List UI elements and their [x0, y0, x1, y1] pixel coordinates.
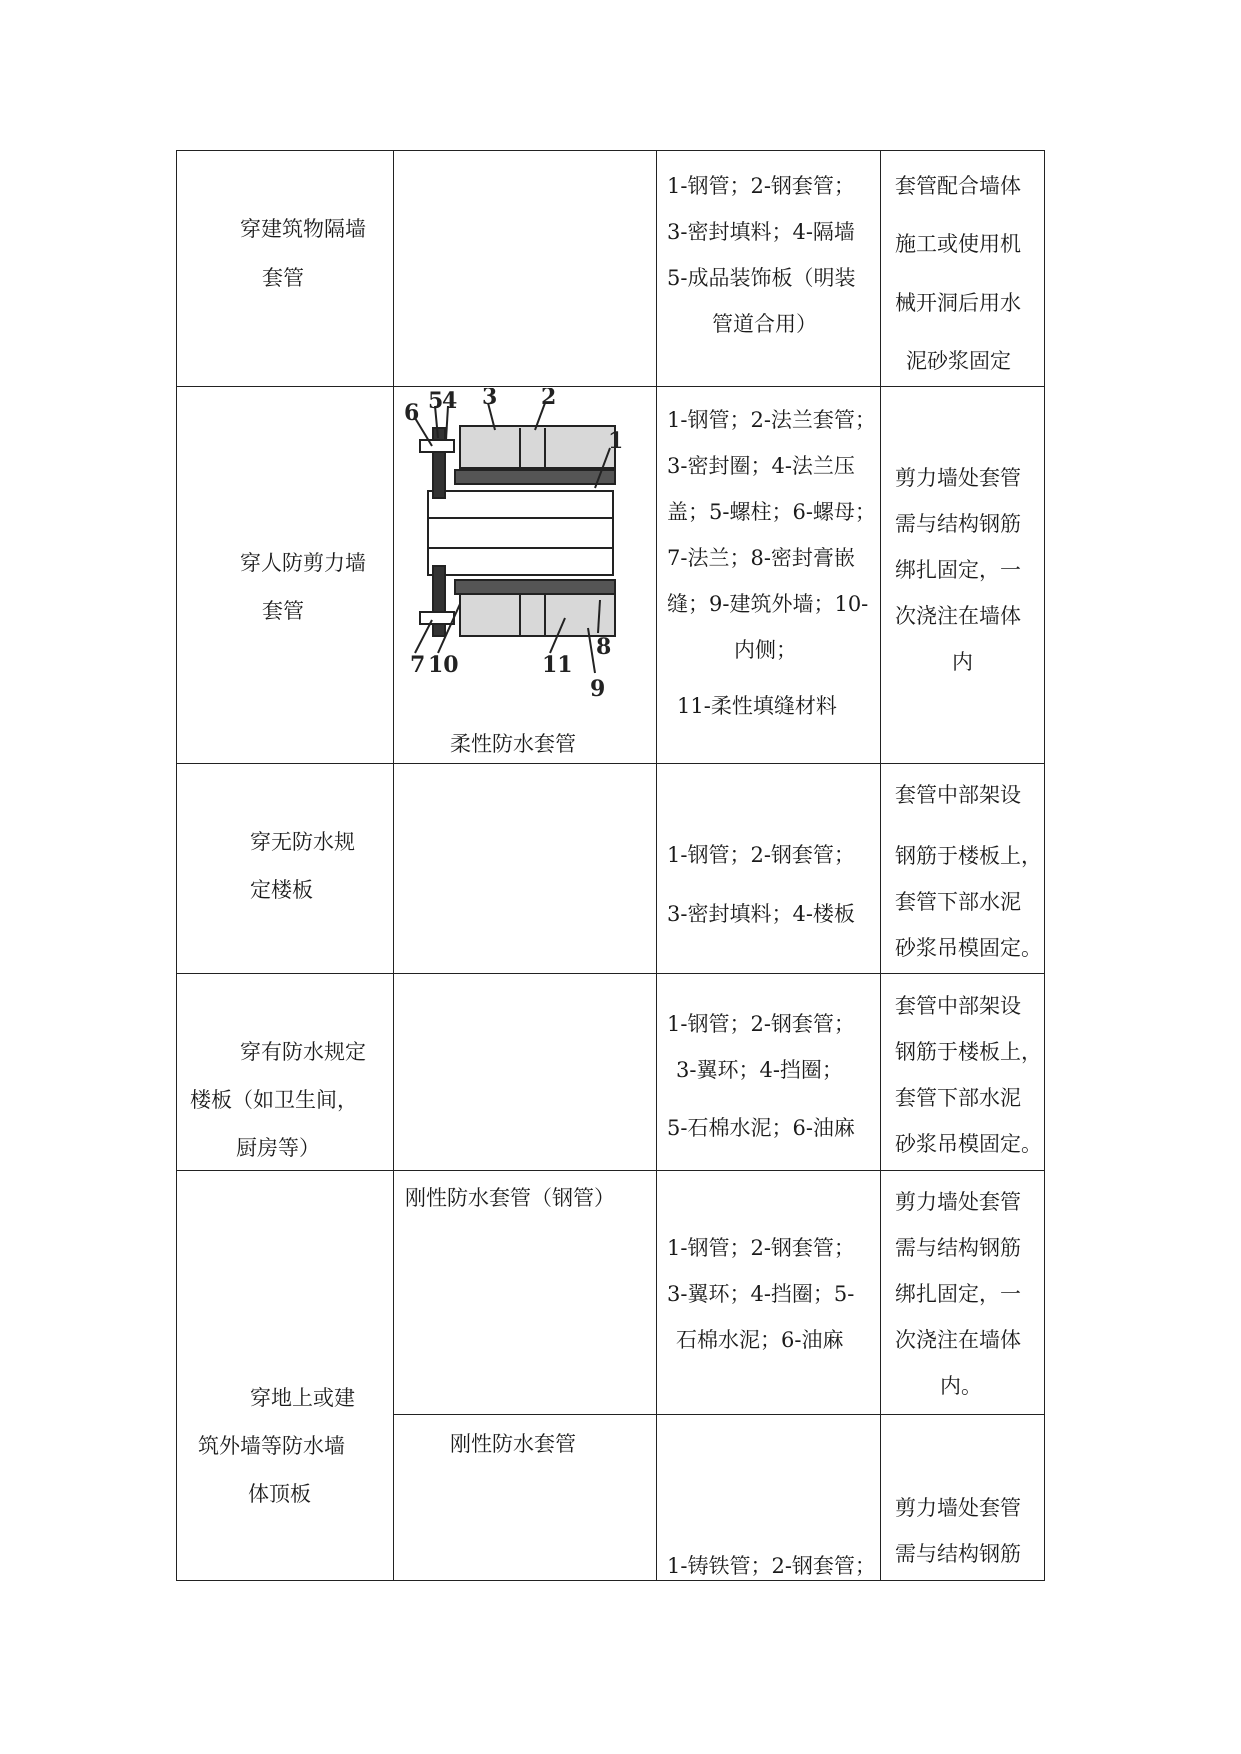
table-border-top — [176, 150, 1044, 151]
row3-legend-line1: 1-钢管；2-钢套管； — [667, 843, 855, 867]
row5a-caption: 刚性防水套管（钢管） — [405, 1186, 615, 1210]
diagram-label-2: 2 — [541, 388, 557, 410]
row2-note-line4: 次浇注在墙体 — [895, 604, 1021, 628]
row1-note-line4: 泥砂浆固定 — [906, 349, 1011, 373]
row2-legend-line2: 3-密封圈；4-法兰压 — [667, 454, 855, 478]
row2-note-line5: 内 — [952, 650, 973, 674]
row1-location-line1: 穿建筑物隔墙 — [240, 217, 366, 241]
row5-location-line2: 筑外墙等防水墙 — [198, 1434, 345, 1458]
row-divider-3 — [176, 973, 1044, 974]
row4-note-line2: 钢筋于楼板上， — [895, 1040, 1042, 1064]
row-divider-2 — [176, 763, 1044, 764]
row5b-caption: 刚性防水套管 — [450, 1432, 576, 1456]
flange-sleeve-top — [455, 470, 615, 484]
row5-location-line3: 体顶板 — [248, 1482, 311, 1506]
table-border-right — [1044, 150, 1045, 1581]
row-divider-4 — [176, 1170, 1044, 1171]
row5a-legend-line2: 3-翼环；4-挡圈；5- — [667, 1282, 855, 1306]
row4-note-line3: 套管下部水泥 — [895, 1086, 1021, 1110]
row2-illustration-caption: 柔性防水套管 — [450, 732, 576, 756]
bolt-top — [420, 440, 454, 452]
row2-location-line2: 套管 — [262, 599, 304, 623]
row3-note-line3: 套管下部水泥 — [895, 890, 1021, 914]
subrow-divider — [393, 1414, 1044, 1415]
row5-location-line1: 穿地上或建 — [250, 1386, 355, 1410]
row5a-note-line2: 需与结构钢筋 — [895, 1236, 1021, 1260]
steel-pipe — [428, 491, 613, 575]
row5a-legend-line1: 1-钢管；2-钢套管； — [667, 1236, 855, 1260]
row3-note-line2: 钢筋于楼板上， — [895, 844, 1042, 868]
wall-section-bottom — [460, 594, 615, 636]
table-border-left — [176, 150, 177, 1581]
row3-note-line4: 砂浆吊模固定。 — [895, 936, 1042, 960]
row2-note-line2: 需与结构钢筋 — [895, 512, 1021, 536]
flange-sleeve-bottom — [455, 580, 615, 594]
row4-location-line1: 穿有防水规定 — [240, 1040, 366, 1064]
row-divider-1 — [176, 386, 1044, 387]
row1-note-line2: 施工或使用机 — [895, 232, 1021, 256]
diagram-label-3: 3 — [482, 388, 498, 410]
row2-legend-line6: 内侧； — [734, 638, 797, 662]
row2-legend-line4: 7-法兰；8-密封膏嵌 — [667, 546, 855, 570]
row2-location-line1: 穿人防剪力墙 — [240, 551, 366, 575]
table-col-divider-3 — [880, 150, 881, 1581]
row2-legend-line1: 1-钢管；2-法兰套管； — [667, 408, 876, 432]
diagram-label-9: 9 — [590, 676, 606, 702]
bolt-bottom — [420, 612, 454, 624]
row2-note-line1: 剪力墙处套管 — [895, 466, 1021, 490]
row1-legend-line3: 5-成品装饰板（明装 — [667, 266, 856, 290]
row1-legend-line2: 3-密封填料；4-隔墙 — [667, 220, 855, 244]
row4-legend-line1: 1-钢管；2-钢套管； — [667, 1012, 855, 1036]
flange-top — [433, 428, 445, 498]
flange-bottom — [433, 566, 445, 636]
row3-location-line1: 穿无防水规 — [250, 830, 355, 854]
row5a-note-line3: 绑扎固定，一 — [895, 1282, 1021, 1306]
row2-note-line3: 绑扎固定，一 — [895, 558, 1021, 582]
table-col-divider-2 — [656, 150, 657, 1581]
row4-legend-line3: 5-石棉水泥；6-油麻 — [667, 1116, 855, 1140]
wall-section-top — [460, 426, 615, 468]
row3-note-line1: 套管中部架设 — [895, 783, 1021, 807]
diagram-label-1: 1 — [608, 428, 624, 454]
row2-legend-line5: 缝；9-建筑外墙；10- — [667, 592, 869, 616]
row2-legend-line7: 11-柔性填缝材料 — [677, 694, 837, 718]
row1-legend-line4: 管道合用） — [712, 312, 817, 336]
row5a-note-line4: 次浇注在墙体 — [895, 1328, 1021, 1352]
row4-legend-line2: 3-翼环；4-挡圈； — [676, 1058, 843, 1082]
diagram-label-5: 5 — [428, 388, 444, 414]
row4-note-line1: 套管中部架设 — [895, 994, 1021, 1018]
diagram-label-6: 6 — [404, 400, 420, 426]
row5a-legend-line3: 石棉水泥；6-油麻 — [676, 1328, 844, 1352]
diagram-label-8: 8 — [596, 634, 612, 660]
row1-note-line1: 套管配合墙体 — [895, 174, 1021, 198]
row1-legend-line1: 1-钢管；2-钢套管； — [667, 174, 855, 198]
row1-location-line2: 套管 — [262, 266, 304, 290]
row5b-note-line2: 需与结构钢筋 — [895, 1542, 1021, 1566]
row3-location-line2: 定楼板 — [250, 878, 313, 902]
row5a-note-line5: 内。 — [940, 1374, 982, 1398]
row4-location-line2: 楼板（如卫生间， — [190, 1088, 358, 1112]
row1-note-line3: 械开洞后用水 — [895, 291, 1021, 315]
diagram-label-10: 10 — [428, 652, 459, 678]
diagram-label-11: 11 — [542, 652, 573, 678]
flexible-waterproof-sleeve-diagram — [400, 388, 640, 708]
row4-location-line3: 厨房等） — [236, 1136, 320, 1160]
row3-legend-line2: 3-密封填料；4-楼板 — [667, 902, 855, 926]
table-border-bottom — [176, 1580, 1044, 1581]
table-col-divider-1 — [393, 150, 394, 1581]
diagram-label-4: 4 — [442, 388, 458, 414]
row5b-legend-line1: 1-铸铁管；2-钢套管； — [667, 1554, 876, 1578]
row5a-note-line1: 剪力墙处套管 — [895, 1190, 1021, 1214]
row4-note-line4: 砂浆吊模固定。 — [895, 1132, 1042, 1156]
row2-legend-line3: 盖；5-螺柱；6-螺母； — [667, 500, 876, 524]
diagram-label-7: 7 — [410, 652, 426, 678]
row5b-note-line1: 剪力墙处套管 — [895, 1496, 1021, 1520]
